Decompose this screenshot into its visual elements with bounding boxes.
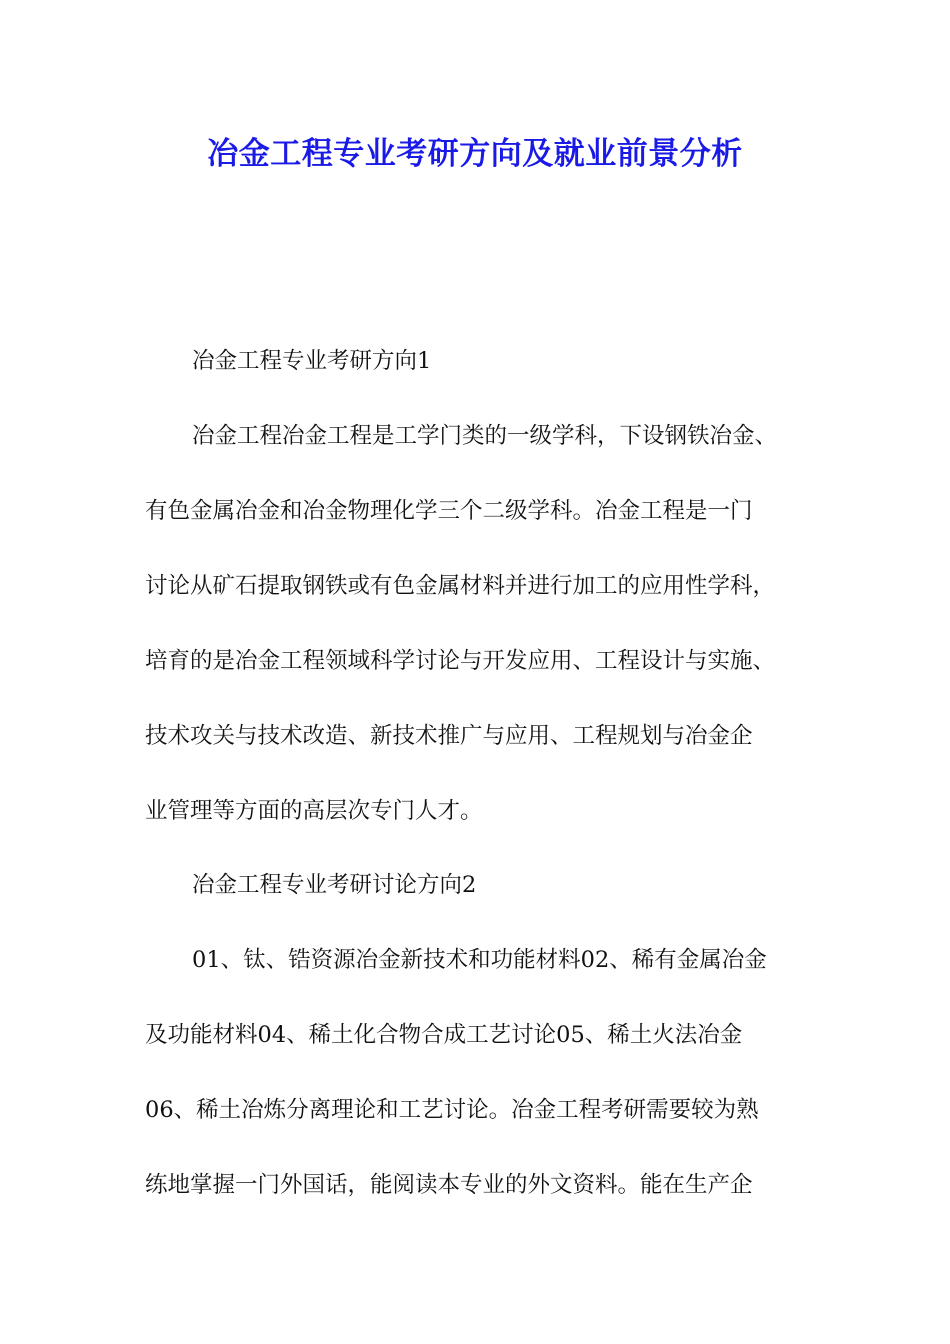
paragraph-line: 培育的是冶金工程领域科学讨论与开发应用、工程设计与实施、: [145, 648, 776, 674]
paragraph-line: 及功能材料04、稀土化合物合成工艺讨论05、稀土火法冶金: [145, 1022, 743, 1048]
section-heading-2: 冶金工程专业考研讨论方向2: [192, 872, 477, 898]
paragraph-line: 01、钛、锆资源冶金新技术和功能材料02、稀有金属冶金: [192, 947, 767, 973]
paragraph-line: 06、稀土冶炼分离理论和工艺讨论。冶金工程考研需要较为熟: [145, 1097, 759, 1123]
document-title: 冶金工程专业考研方向及就业前景分析: [207, 136, 743, 172]
paragraph-line: 练地掌握一门外国话，能阅读本专业的外文资料。能在生产企: [145, 1172, 753, 1198]
paragraph-line: 有色金属冶金和冶金物理化学三个二级学科。冶金工程是一门: [145, 498, 753, 524]
paragraph-line: 讨论从矿石提取钢铁或有色金属材料并进行加工的应用性学科，: [145, 573, 776, 599]
paragraph-line: 技术攻关与技术改造、新技术推广与应用、工程规划与冶金企: [145, 723, 753, 749]
section-heading-1: 冶金工程专业考研方向1: [192, 348, 432, 374]
paragraph-line: 冶金工程冶金工程是工学门类的一级学科，下设钢铁冶金、: [192, 423, 778, 449]
paragraph-line: 业管理等方面的高层次专门人才。: [145, 798, 483, 824]
